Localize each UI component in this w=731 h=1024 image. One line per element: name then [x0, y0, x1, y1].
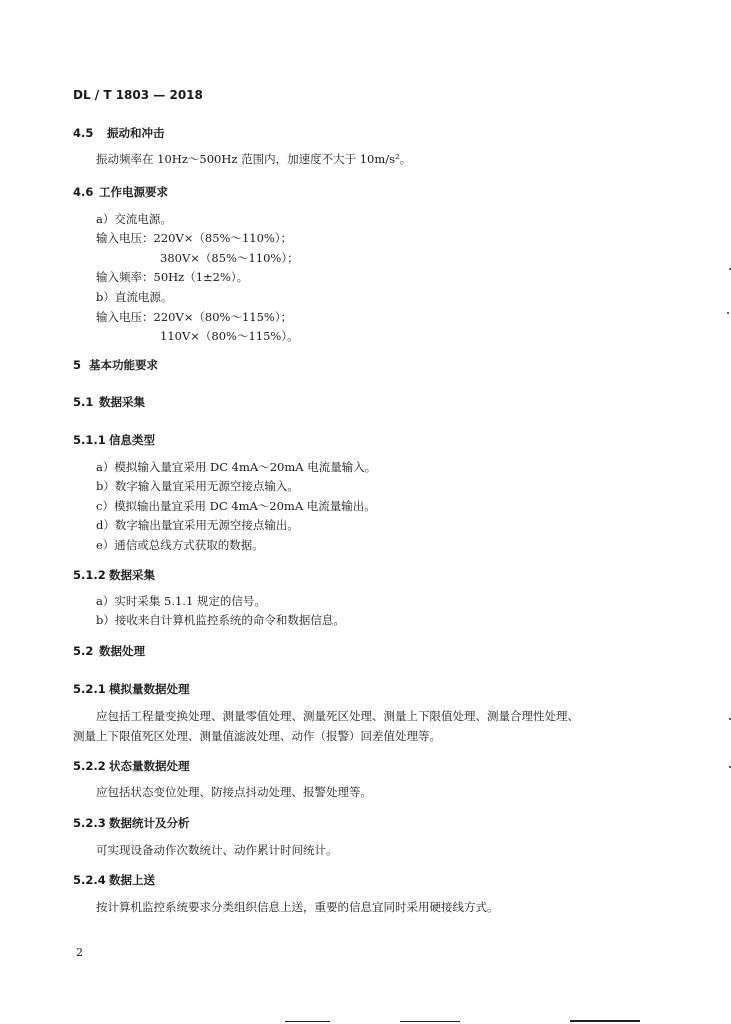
document-code: DL / T 1803 — 2018: [73, 88, 203, 102]
section-number: 5.1.2: [73, 568, 106, 582]
section-5-2-3-heading: [73, 815, 190, 831]
section-5-2-2-heading: [73, 758, 190, 774]
section-number: 5.1: [73, 395, 94, 409]
section-number: 5: [73, 358, 82, 372]
list-item: d）数字输出量宜采用无源空接点输出。: [96, 518, 299, 532]
scan-speck: [727, 312, 729, 314]
list-item: b）数字输入量宜采用无源空接点输入。: [96, 479, 299, 493]
section-number: 5.2.4: [73, 873, 106, 887]
paragraph: 按计算机监控系统要求分类组织信息上送，重要的信息宜同时采用硬接线方式。: [96, 900, 499, 914]
list-item: 110V×（80%～115%）。: [160, 329, 299, 343]
section-5-2-heading: [73, 643, 145, 659]
section-title: 状态量数据处理: [109, 759, 190, 773]
list-item: 输入频率：50Hz（1±2%）。: [96, 270, 249, 284]
paragraph: 可实现设备动作次数统计、动作累计时间统计。: [96, 843, 338, 857]
section-title: 基本功能要求: [89, 358, 158, 372]
scan-artifact-line: [285, 1021, 330, 1022]
section-5-2-1-heading: [73, 681, 190, 697]
section-number: 4.6: [73, 185, 94, 199]
list-item: 输入电压：220V×（85%～110%）；: [96, 231, 293, 245]
section-number: 5.2.1: [73, 682, 106, 696]
section-5-1-2-heading: [73, 567, 155, 583]
list-item: a）交流电源。: [96, 212, 172, 226]
section-5-1-1-heading: [73, 432, 155, 448]
list-item: c）模拟输出量宜采用 DC 4mA～20mA 电流量输出。: [96, 499, 376, 513]
paragraph: 振动频率在 10Hz～500Hz 范围内，加速度不大于 10m/s²。: [96, 152, 412, 166]
section-title: 工作电源要求: [99, 185, 168, 199]
section-number: 5.2.2: [73, 759, 106, 773]
section-title: 振动和冲击: [107, 126, 165, 140]
paragraph-line: 应包括工程量变换处理、测量零值处理、测量死区处理、测量上下限值处理、测量合理性处理、: [96, 709, 579, 723]
section-title: 数据统计及分析: [109, 816, 190, 830]
section-number: 5.2: [73, 644, 94, 658]
list-item: b）接收来自计算机监控系统的命令和数据信息。: [96, 613, 345, 627]
section-title: 数据采集: [99, 395, 145, 409]
section-number: 5.1.1: [73, 433, 106, 447]
section-4-5-heading: [73, 125, 165, 141]
section-title: 数据上送: [109, 873, 155, 887]
section-title: 信息类型: [109, 433, 155, 447]
list-item: 输入电压：220V×（80%～115%）；: [96, 310, 293, 324]
section-title: 数据处理: [99, 644, 145, 658]
section-number: 5.2.3: [73, 816, 106, 830]
scan-artifact-line: [570, 1020, 640, 1022]
section-title: 数据采集: [109, 568, 155, 582]
section-5-heading: [73, 357, 158, 373]
page-number: 2: [76, 946, 83, 959]
list-item: b）直流电源。: [96, 290, 173, 304]
list-item: a）实时采集 5.1.1 规定的信号。: [96, 594, 266, 608]
list-item: 380V×（85%～110%）；: [160, 251, 299, 265]
section-title: 模拟量数据处理: [109, 682, 190, 696]
section-4-6-heading: [73, 184, 168, 200]
list-item: e）通信或总线方式获取的数据。: [96, 538, 264, 552]
paragraph-line: 测量上下限值死区处理、测量值滤波处理、动作（报警）回差值处理等。: [73, 729, 441, 743]
section-number: 4.5: [73, 126, 94, 140]
list-item: a）模拟输入量宜采用 DC 4mA～20mA 电流量输入。: [96, 460, 377, 474]
scan-artifact-line: [400, 1021, 460, 1022]
paragraph: 应包括状态变位处理、防接点抖动处理、报警处理等。: [96, 785, 372, 799]
section-5-1-heading: [73, 394, 145, 410]
section-5-2-4-heading: [73, 872, 155, 888]
